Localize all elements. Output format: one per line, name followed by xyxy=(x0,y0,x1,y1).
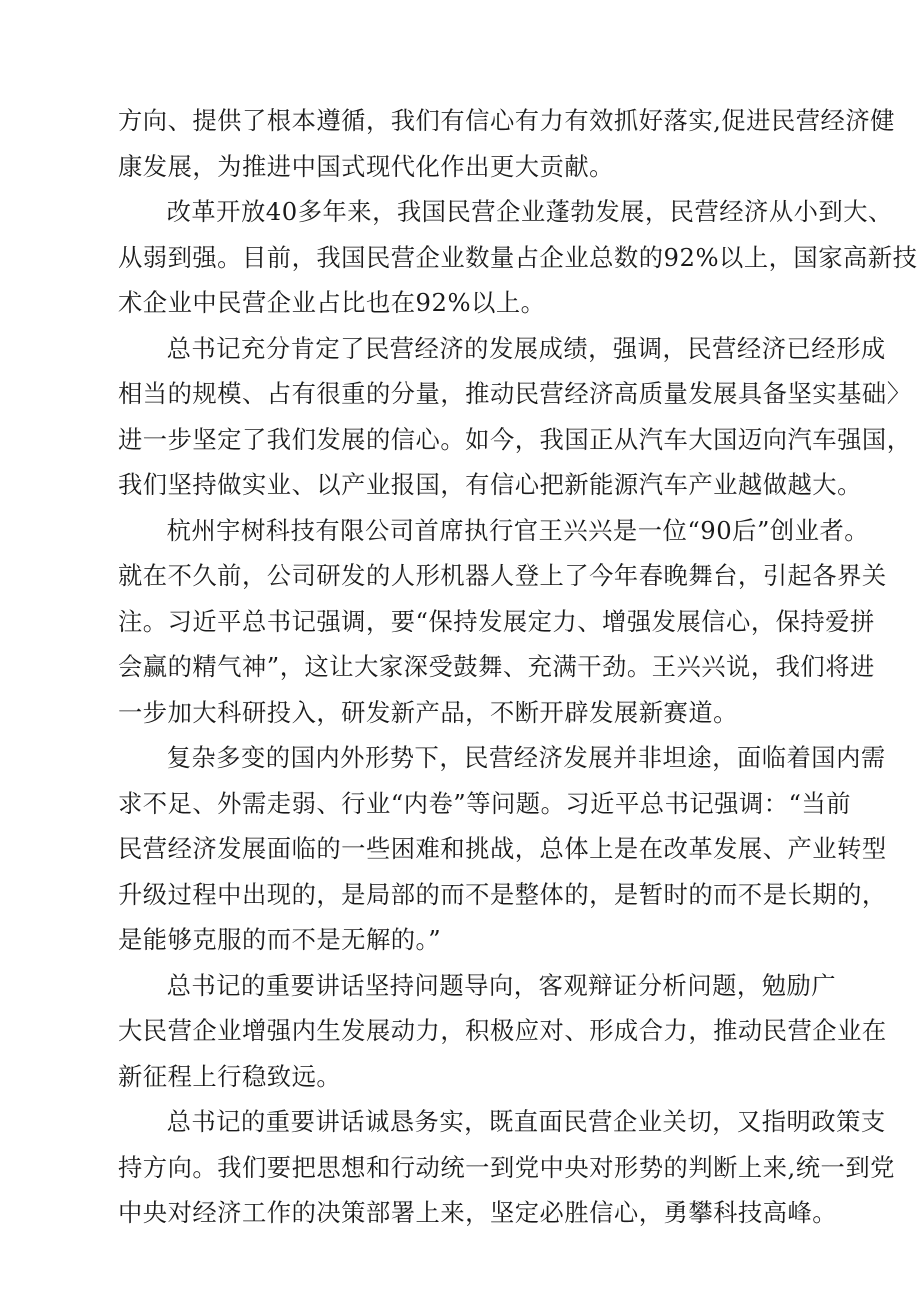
paragraph-private-enterprise-growth xyxy=(118,189,918,326)
text-line: 大民营企业增强内生发展动力，积极应对、形成合力，推动民营企业在 xyxy=(118,1016,887,1045)
paragraph-challenges xyxy=(118,735,887,963)
paragraph-achievements xyxy=(118,326,912,508)
text-line: 新征程上行稳致远。 xyxy=(118,1061,342,1091)
text-line: 术企业中民营企业占比也在92%以上。 xyxy=(118,288,546,317)
text-line: 我们坚持做实业、以产业报国，有信心把新能源汽车产业越做越大。 xyxy=(118,470,862,499)
text-line: 就在不久前，公司研发的人形机器人登上了今年春晚舞台，引起各界关 xyxy=(118,561,887,590)
text-line: 总书记的重要讲话坚持问题导向，客观辩证分析问题，勉励广 xyxy=(166,970,837,1000)
text-line: 总书记充分肯定了民营经济的发展成绩，强调，民营经济已经形成 xyxy=(166,333,886,363)
text-line: 总书记的重要讲话诚恳务实，既直面民营企业关切，又指明政策支 xyxy=(166,1107,886,1136)
text-line: 复杂多变的国内外形势下，民营经济发展并非坦途，面临着国内需 xyxy=(166,743,886,772)
paragraph-policy-direction xyxy=(118,1099,895,1236)
text-line: 从弱到强。目前，我国民营企业数量占企业总数的92%以上，国家高新技 xyxy=(118,242,918,272)
paragraph-continuation xyxy=(118,98,895,189)
text-line: 升级过程中出现的，是局部的而不是整体的，是暂时的而不是长期的， xyxy=(118,879,887,909)
text-line: 注。习近平总书记强调，要“保持发展定力、增强发展信心，保持爱拼 xyxy=(118,606,875,636)
text-line: 进一步坚定了我们发展的信心。如今，我国正从汽车大国迈向汽车强国， xyxy=(118,424,912,454)
text-line: 改革开放40多年来，我国民营企业蓬勃发展，民营经济从小到大、 xyxy=(166,197,893,226)
text-line: 一步加大科研投入，研发新产品，不断开辟发展新赛道。 xyxy=(118,697,738,727)
text-line: 方向、提供了根本遵循，我们有信心有力有效抓好落实,促进民营经济健 xyxy=(118,106,895,135)
text-line: 康发展，为推进中国式现代化作出更大贡献。 xyxy=(118,151,614,181)
text-line: 会赢的精气神”，这让大家深受鼓舞、充满干劲。王兴兴说，我们将进 xyxy=(118,652,875,681)
text-line: 相当的规模、占有很重的分量，推动民营经济高质量发展具备坚实基础〉 xyxy=(118,379,912,408)
text-line: 杭州宇树科技有限公司首席执行官王兴兴是一位“90后”创业者。 xyxy=(166,515,870,545)
document-body xyxy=(118,98,918,1236)
text-line: 求不足、外需走弱、行业“内卷”等问题。习近平总书记强调：“当前 xyxy=(118,788,852,818)
paragraph-unitree-example xyxy=(118,508,887,736)
text-line: 民营经济发展面临的一些困难和挑战，总体上是在改革发展、产业转型 xyxy=(118,834,887,863)
text-line: 是能够克服的而不是无解的。” xyxy=(118,925,442,954)
paragraph-problem-oriented xyxy=(118,963,887,1100)
text-line: 持方向。我们要把思想和行动统一到党中央对形势的判断上来,统一到党 xyxy=(118,1152,895,1182)
text-line: 中央对经济工作的决策部署上来，坚定必胜信心，勇攀科技高峰。 xyxy=(118,1198,838,1227)
